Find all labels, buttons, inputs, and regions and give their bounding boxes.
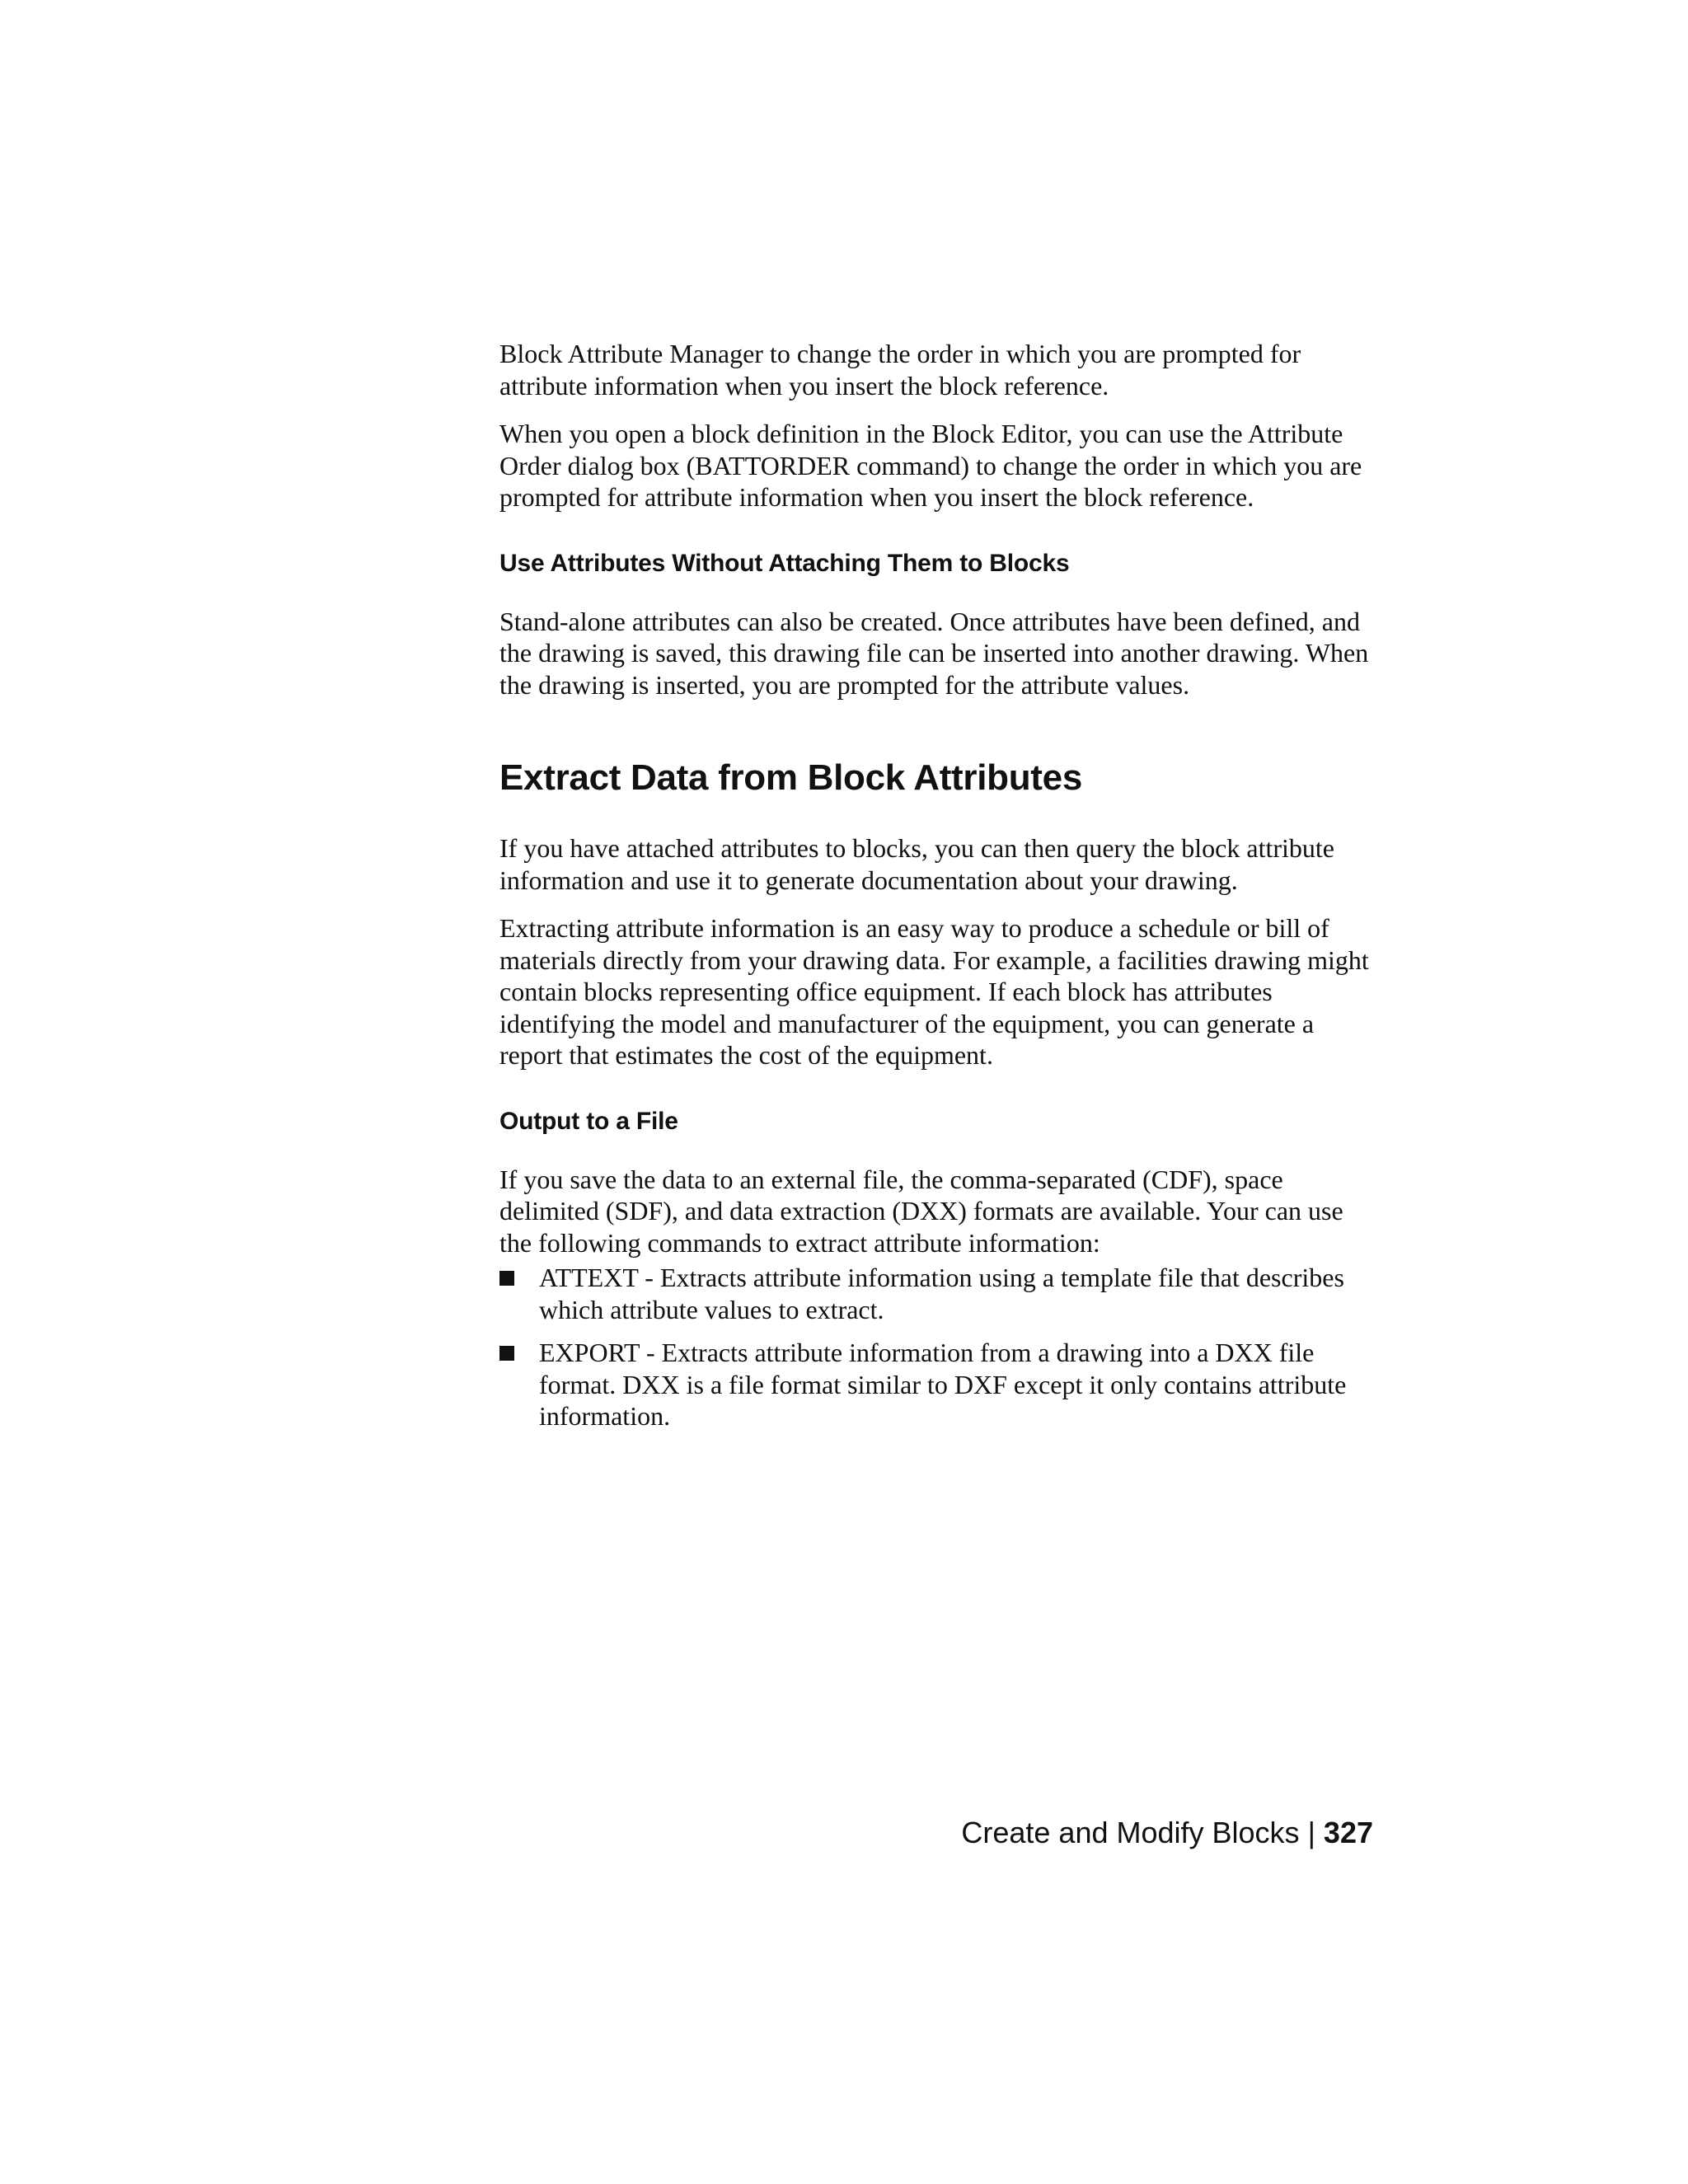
- section-heading-extract: Extract Data from Block Attributes: [499, 757, 1082, 798]
- bullet-square-icon: [499, 1346, 514, 1361]
- body-paragraph: Block Attribute Manager to change the order in which you are prompted for attribute information when you insert the block reference.: [499, 339, 1301, 401]
- page-number: 327: [1323, 1816, 1373, 1849]
- subsection-heading-output: Output to a File: [499, 1107, 678, 1135]
- body-paragraph: If you have attached attributes to blocks, you can then query the block attribute information and use it to generate documentation about your drawing.: [499, 833, 1334, 895]
- page-footer: [961, 1815, 1373, 1851]
- body-paragraph: When you open a block definition in the Block Editor, you can use the Attribute Order dialog box (BATTORDER command) to change the order in which you are prompted for attribute information when you insert the block reference.: [499, 419, 1362, 512]
- body-paragraph: If you save the data to an external file, the comma-separated (CDF), space delimited (SDF), and data extraction (DXX) formats are available. Your can use the following commands to extract attribute information:: [499, 1164, 1343, 1258]
- bullet-square-icon: [499, 1271, 514, 1286]
- page-content: [499, 338, 1375, 1444]
- footer-separator: |: [1307, 1816, 1315, 1849]
- command-list: [499, 1262, 1375, 1432]
- chapter-title: Create and Modify Blocks: [961, 1816, 1300, 1849]
- body-paragraph: Extracting attribute information is an easy way to produce a schedule or bill of materials directly from your drawing data. For example, a facilities drawing might contain blocks representing office equipment. If each block has attributes identifying the model and manufacturer of the equipment, you can generate a report that estimates the cost of the equipment.: [499, 913, 1369, 1070]
- list-item: [499, 1337, 1375, 1432]
- list-item-text: EXPORT - Extracts attribute information from a drawing into a DXX file format. DXX is a file format similar to DXF except it only contains attribute information.: [539, 1338, 1347, 1431]
- subsection-heading-standalone: Use Attributes Without Attaching Them to Blocks: [499, 549, 1070, 577]
- body-paragraph: Stand-alone attributes can also be created. Once attributes have been defined, and the drawing is saved, this drawing file can be inserted into another drawing. When the drawing is inserted, you are prompted for the attribute values.: [499, 606, 1369, 700]
- list-item-text: ATTEXT - Extracts attribute information using a template file that describes which attribute values to extract.: [539, 1263, 1344, 1324]
- list-item: [499, 1262, 1375, 1325]
